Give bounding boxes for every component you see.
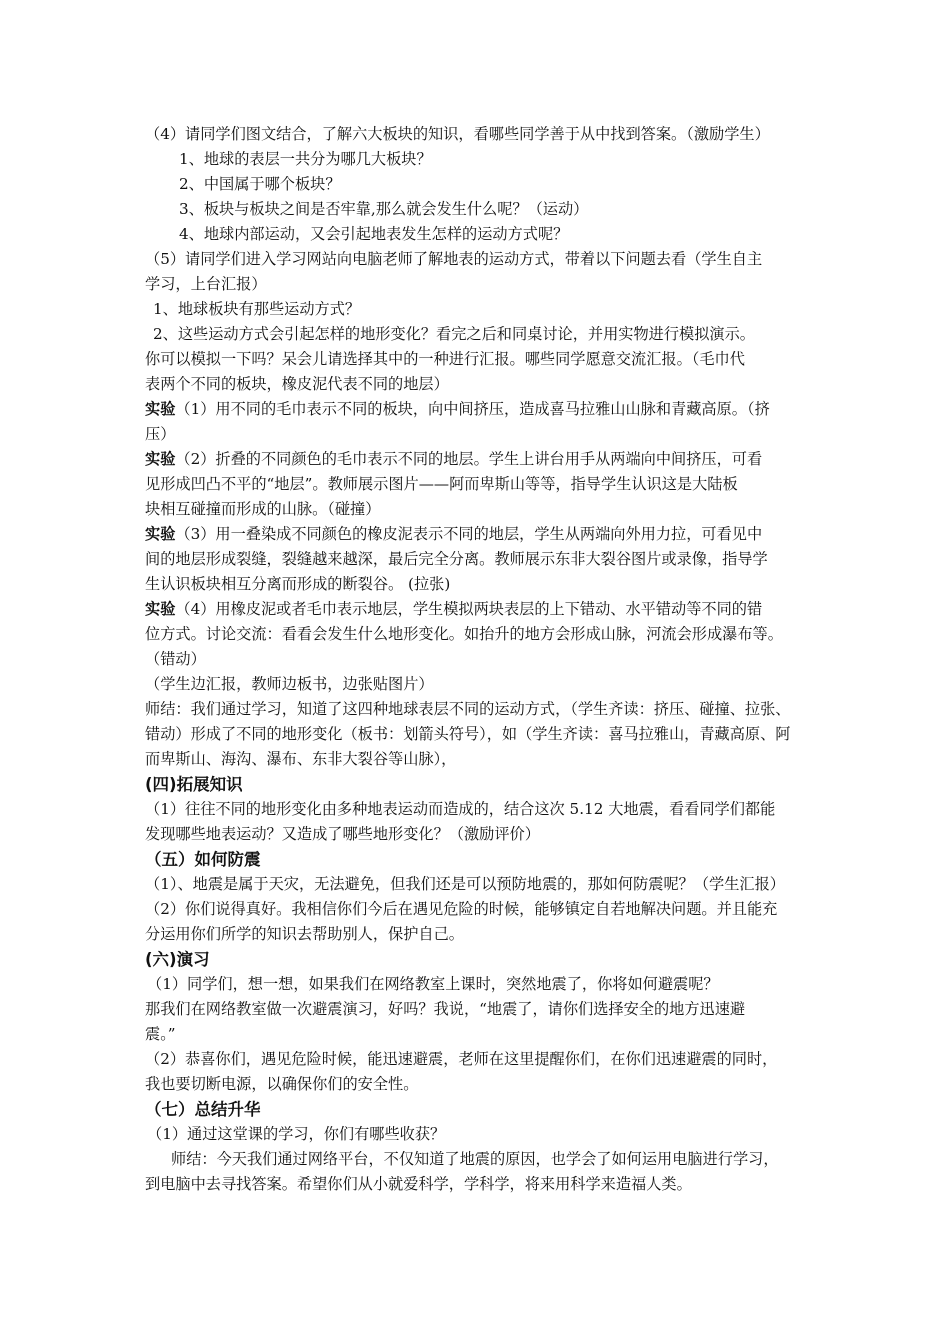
text-line: （1）、地震是属于天灾，无法避免，但我们还是可以预防地震的，那如何防震呢？（学生汇报） (145, 875, 785, 893)
text-line: 表两个不同的板块，橡皮泥代表不同的地层） (145, 375, 449, 393)
experiment-line (145, 597, 813, 622)
text-line: 位方式。讨论交流：看看会发生什么地形变化。如抬升的地方会形成山脉，河流会形成瀑布等。 (145, 625, 783, 643)
experiment-line (145, 397, 813, 422)
question-item: 1、地球的表层一共分为哪几大板块？ (179, 150, 432, 168)
experiment-label: 实验 (145, 400, 176, 418)
question-item: 2、中国属于哪个板块？ (179, 175, 341, 193)
section-heading: (六)演习 (145, 950, 210, 969)
experiment-text: （2）折叠的不同颜色的毛巾表示不同的地层。学生上讲台用手从两端向中间挤压，可看 (175, 450, 763, 468)
experiment-label: 实验 (145, 600, 176, 618)
experiment-text: （4）用橡皮泥或者毛巾表示地层，学生模拟两块表层的上下错动、水平错动等不同的错 (175, 600, 763, 618)
text-line: 而卑斯山、海沟、瀑布、东非大裂谷等山脉）， (145, 750, 457, 768)
text-line: 块相互碰撞而形成的山脉。（碰撞） (145, 500, 381, 518)
text-line: （1）同学们，想一想，如果我们在网络教室上课时，突然地震了，你将如何避震呢？ (147, 975, 719, 993)
question-item: 4、地球内部运动，又会引起地表发生怎样的运动方式呢？ (179, 225, 569, 243)
experiment-label: 实验 (145, 525, 176, 543)
document-body (145, 122, 813, 1197)
text-line: （学生边汇报，教师边板书，边张贴图片） (145, 675, 434, 693)
text-line: 到电脑中去寻找答案。希望你们从小就爱科学，学科学，将来用科学来造福人类。 (145, 1175, 692, 1193)
experiment-text: （1）用不同的毛巾表示不同的板块，向中间挤压，造成喜马拉雅山山脉和青藏高原。（挤 (175, 400, 770, 418)
text-line: （错动） (145, 650, 206, 668)
section-heading: （五）如何防震 (145, 850, 261, 869)
section-heading: (四)拓展知识 (145, 775, 243, 794)
question-item: 3、板块与板块之间是否牢靠,那么就会发生什么呢？（运动） (179, 200, 589, 218)
text-line: 你可以模拟一下吗？呆会儿请选择其中的一种进行汇报。哪些同学愿意交流汇报。（毛巾代 (145, 350, 745, 368)
text-line: （1）往往不同的地形变化由多种地表运动而造成的，结合这次 5.12 大地震，看看同学们都能 (145, 800, 776, 818)
section-heading: （七）总结升华 (145, 1100, 261, 1119)
text-line: 学习，上台汇报） (145, 275, 267, 293)
experiment-text: （3）用一叠染成不同颜色的橡皮泥表示不同的地层，学生从两端向外用力拉，可看见中 (175, 525, 763, 543)
text-line: 发现哪些地表运动？又造成了哪些地形变化？（激励评价） (145, 825, 540, 843)
text-line: 师结：我们通过学习，知道了这四种地球表层不同的运动方式，（学生齐读：挤压、碰撞、拉张、 (145, 700, 791, 718)
text-line: 震。” (145, 1025, 176, 1043)
text-line: （2）你们说得真好。我相信你们今后在遇见危险的时候，能够镇定自若地解决问题。并且能充 (145, 900, 778, 918)
text-line: （4）请同学们图文结合，了解六大板块的知识，看哪些同学善于从中找到答案。（激励学生） (145, 125, 770, 143)
text-line: 压） (145, 425, 176, 443)
experiment-line (145, 447, 813, 472)
experiment-label: 实验 (145, 450, 176, 468)
text-line: 错动）形成了不同的地形变化（板书：划箭头符号），如（学生齐读：喜马拉雅山，青藏高原、阿 (145, 725, 791, 743)
text-line: 师结：今天我们通过网络平台，不仅知道了地震的原因，也学会了如何运用电脑进行学习， (171, 1150, 779, 1168)
text-line: （5）请同学们进入学习网站向电脑老师了解地表的运动方式，带着以下问题去看（学生自主 (145, 250, 763, 268)
text-line: 分运用你们所学的知识去帮助别人，保护自己。 (145, 925, 464, 943)
text-line: （1）通过这堂课的学习，你们有哪些收获？ (147, 1125, 446, 1143)
text-line: 见形成凹凸不平的“地层”。教师展示图片——阿而卑斯山等等，指导学生认识这是大陆板 (145, 475, 738, 493)
experiment-line (145, 522, 813, 547)
text-line: 我也要切断电源，以确保你们的安全性。 (145, 1075, 419, 1093)
question-item: 1、地球板块有那些运动方式？ (153, 300, 361, 318)
text-line: 生认识板块相互分离而形成的断裂谷。 (拉张) (145, 575, 451, 593)
text-line: （2）恭喜你们，遇见危险时候，能迅速避震，老师在这里提醒你们，在你们迅速避震的同时， (145, 1050, 778, 1068)
text-line: 间的地层形成裂缝，裂缝越来越深，最后完全分离。教师展示东非大裂谷图片或录像，指导学 (145, 550, 768, 568)
question-item: 2、这些运动方式会引起怎样的地形变化？看完之后和同桌讨论，并用实物进行模拟演示。 (153, 325, 755, 343)
text-line: 那我们在网络教室做一次避震演习，好吗？我说，“地震了，请你们选择安全的地方迅速避 (145, 1000, 746, 1018)
